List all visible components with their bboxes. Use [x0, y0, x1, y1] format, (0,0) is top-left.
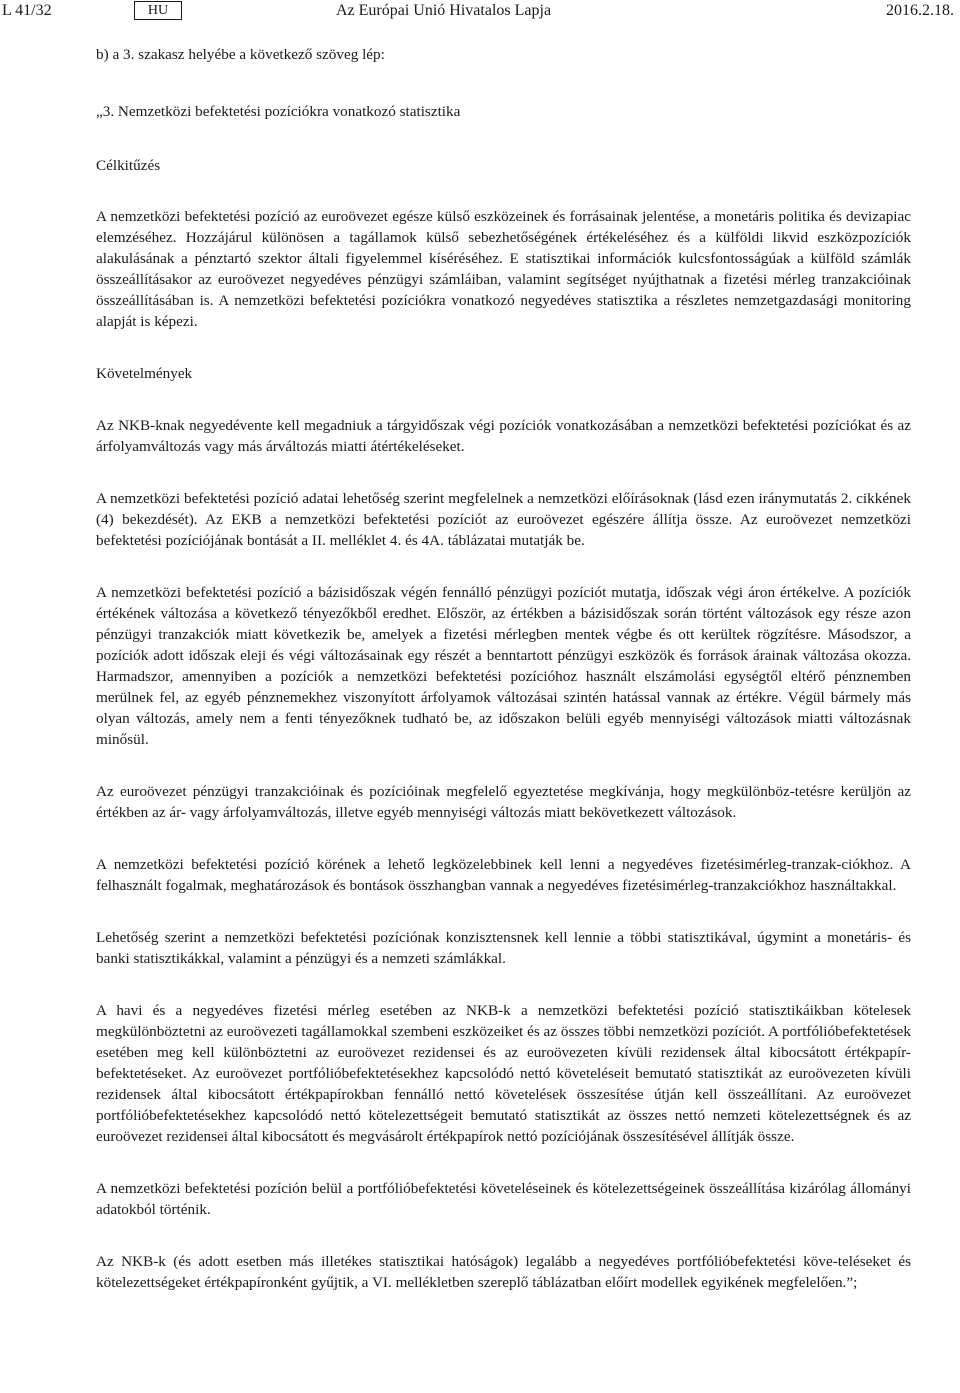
page-header	[0, 0, 960, 22]
language-badge: HU	[134, 1, 182, 20]
paragraph-requirements-1: Az NKB-knak negyedévente kell megadniuk a tárgyidőszak végi pozíciók vonatkozásában a nemzetközi befektetési pozíciókat és az árfolyamváltozás vagy más árváltozás miatti átértékeléseket.	[96, 417, 911, 455]
paragraph-requirements-8: A nemzetközi befektetési pozíción belül a portfólióbefektetési követeléseinek és kötelezettségeinek összeállítása kizárólag állományi adatokból történik.	[96, 1180, 911, 1218]
publication-date: 2016.2.18.	[886, 2, 954, 19]
paragraph-requirements-2: A nemzetközi befektetési pozíció adatai lehetőség szerint megfelelnek a nemzetközi előírásoknak (lásd ezen iránymutatás 2. cikkének (4) bekezdését). Az EKB a nemzetközi befektetési pozíciót az euroövezet egészére állítja össze. Az euroövezet nemzetközi befektetési pozíciójának bontását a II. melléklet 4. és 4A. táblázatai mutatják be.	[96, 490, 911, 549]
paragraph-requirements-3: A nemzetközi befektetési pozíció a bázisidőszak végén fennálló pénzügyi pozíciót mutatja, időszak végi áron értékelve. A pozíciók értékének változása a következő tényezőkből eredhet. Először, az értékben a bázisidőszak során történt változások egy része azon pénzügyi tranzakciók miatt következik be, amelyek a fizetési mérlegben mentek végbe és ott kerültek rögzítésre. Másodszor, a pozíciók adott időszak eleji és végi változásainak egy részét a benntartott pénzügyi eszközök és források árainak változása okozza. Harmadszor, amennyiben a pozíciók a nemzetközi befektetési pozícióhoz használt elszámolási egységtől eltérő pénznemben merülnek fel, az egyéb pénznemekhez viszonyított árfolyamok változásai szintén hatással vannak az értékre. Végül bármely más olyan változás, amely nem a fenti tényezőknek tudható be, az időszakon belüli egyéb mennyiségi változások miatti változásnak minősül.	[96, 584, 911, 748]
paragraph-requirements-7: A havi és a negyedéves fizetési mérleg esetében az NKB-k a nemzetközi befektetési pozíció statisztikáikban kötelesek megkülönböztetni az euroövezeti tagállamokkal szembeni eszközeiket és az összes többi nemzetközi pozíciót. A portfólióbefektetések esetében meg kell különböztetni az euroövezet rezidensei és az euroövezeten kívüli rezidensek által kibocsátott értékpapír-befektetéseket. Az euroövezet portfólióbefektetésekhez kapcsolódó nettó követeléseit bemutató statisztikát az euroövezeten kívüli rezidensek által kibocsátott értékpapírokban fennálló nettó követelések összesítése útján kell összeállítani. Az euroövezet portfólióbefektetésekhez kapcsolódó nettó kötelezettségeit bemutató statisztikát az összes nettó nemzeti kötelezettségnek és az euroövezet rezidensei által kibocsátott és megvásárolt értékpapírok nettó pozíciójának összesítésével állítják össze.	[96, 1002, 911, 1145]
heading-objective: Célkitűzés	[96, 157, 161, 174]
section-title: „3. Nemzetközi befektetési pozíciókra vonatkozó statisztika	[96, 103, 461, 120]
paragraph-objective: A nemzetközi befektetési pozíció az euroövezet egésze külső eszközeinek és forrásainak jelentése, a monetáris politika és devizapiac elemzéséhez. Hozzájárul különösen a tagállamok külső sebezhetőségének értékeléséhez és a külföldi likvid eszközpozíciók alakulásának a pénztartó szektor általi figyelemmel kíséréséhez. E statisztikai információk kulcsfontosságúak a külföld számlák összeállításakor az euroövezet negyedéves pénzügyi számláiban, valamint segítséget nyújthatnak a fizetési mérleg tranzakcióinak összeállításában is. A nemzetközi befektetési pozíciókra vonatkozó negyedéves statisztika a részletes nemzetgazdasági monitoring alapját is képezi.	[96, 208, 911, 330]
paragraph-requirements-9: Az NKB-k (és adott esetben más illetékes statisztikai hatóságok) legalább a negyedéves portfólióbefektetési köve-teléseket és kötelezettségeket értékpapíronként gyűjtik, a VI. mellékletben szereplő táblázatban előírt modellek egyikének megfelelően.”;	[96, 1253, 911, 1291]
document-body	[96, 44, 911, 1293]
paragraph-requirements-5: A nemzetközi befektetési pozíció körének a lehető legközelebbinek kell lenni a negyedéves fizetésimérleg-tranzak-ciókhoz. A felhasznált fogalmak, meghatározások és bontások összhangban vannak a negyedéves fizetésimérleg-tranzakciókhoz használtakkal.	[96, 856, 911, 894]
journal-title: Az Európai Unió Hivatalos Lapja	[336, 2, 552, 19]
amendment-intro: b) a 3. szakasz helyébe a következő szöveg lép:	[96, 46, 385, 63]
page-reference: L 41/32	[2, 2, 52, 19]
heading-requirements: Követelmények	[96, 365, 193, 382]
paragraph-requirements-4: Az euroövezet pénzügyi tranzakcióinak és pozícióinak megfelelő egyeztetése megkívánja, hogy megkülönböz-tetésre kerüljön az értékben az ár- vagy árfolyamváltozás, illetve egyéb mennyiségi változás miatt bekövetkezett változások.	[96, 783, 911, 821]
paragraph-requirements-6: Lehetőség szerint a nemzetközi befektetési pozíciónak konzisztensnek kell lennie a többi statisztikával, úgymint a monetáris- és banki statisztikákkal, valamint a pénzügyi és a nemzeti számlákkal.	[96, 929, 911, 967]
